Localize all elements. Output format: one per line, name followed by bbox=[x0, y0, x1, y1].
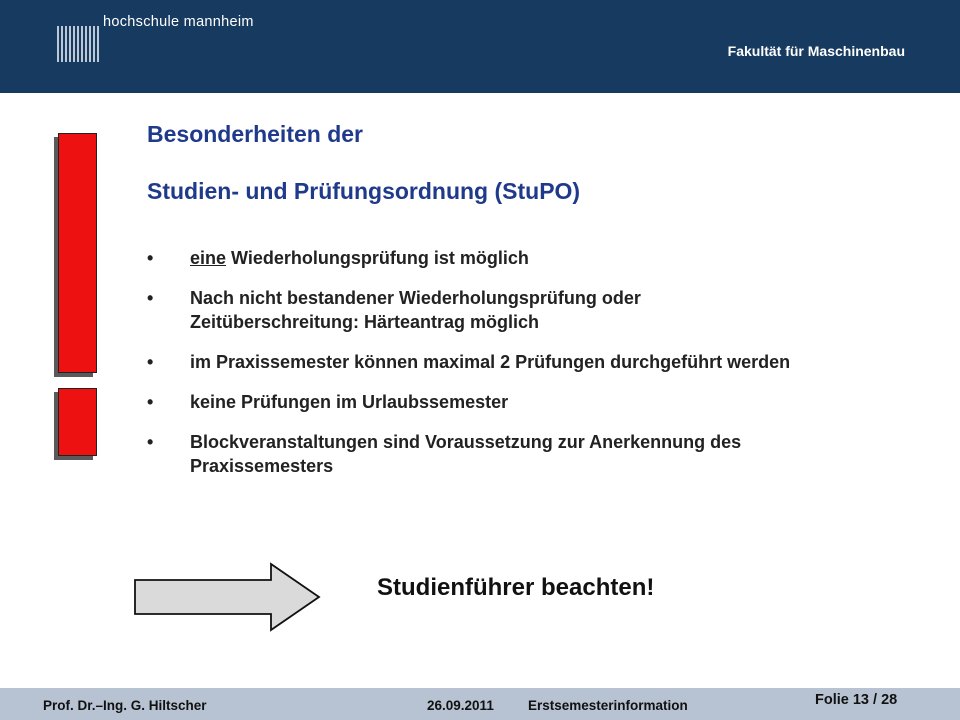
bullet-text: keine Prüfungen im Urlaubssemester bbox=[190, 392, 509, 412]
university-logo-icon bbox=[57, 26, 101, 62]
callout-text: Studienführer beachten! bbox=[377, 574, 655, 601]
right-arrow-icon bbox=[133, 562, 323, 632]
footer-date: 26.09.2011 bbox=[427, 698, 494, 713]
bullet-item bbox=[147, 390, 807, 414]
exclamation-mark-icon bbox=[58, 133, 97, 373]
bullet-list bbox=[147, 246, 807, 494]
footer-bar bbox=[0, 688, 960, 720]
header-bar bbox=[0, 0, 960, 93]
university-name: hochschule mannheim bbox=[103, 14, 254, 30]
slide-title-line2: Studien- und Prüfungsordnung (StuPO) bbox=[147, 178, 581, 204]
bullet-emphasis: eine bbox=[190, 248, 227, 268]
slide-title-line1: Besonderheiten der bbox=[147, 121, 363, 147]
bullet-text: Nach nicht bestandener Wiederholungsprüfung oder Zeitüberschreitung: Härteantrag möglich bbox=[190, 288, 641, 332]
exclamation-dot-icon bbox=[58, 388, 97, 456]
bullet-item bbox=[147, 430, 807, 478]
bullet-item bbox=[147, 246, 807, 270]
bullet-text: Wiederholungsprüfung ist möglich bbox=[226, 248, 529, 268]
bullet-item bbox=[147, 350, 807, 374]
footer-author: Prof. Dr.–Ing. G. Hiltscher bbox=[43, 698, 207, 713]
bullet-text: Blockveranstaltungen sind Voraussetzung zur Anerkennung des Praxissemesters bbox=[190, 432, 742, 476]
footer-event: Erstsemesterinformation bbox=[528, 698, 688, 713]
bullet-item bbox=[147, 286, 807, 334]
faculty-name: Fakultät für Maschinenbau bbox=[727, 43, 905, 59]
bullet-text: im Praxissemester können maximal 2 Prüfungen durchgeführt werden bbox=[190, 352, 791, 372]
slide-number: Folie 13 / 28 bbox=[815, 692, 898, 708]
